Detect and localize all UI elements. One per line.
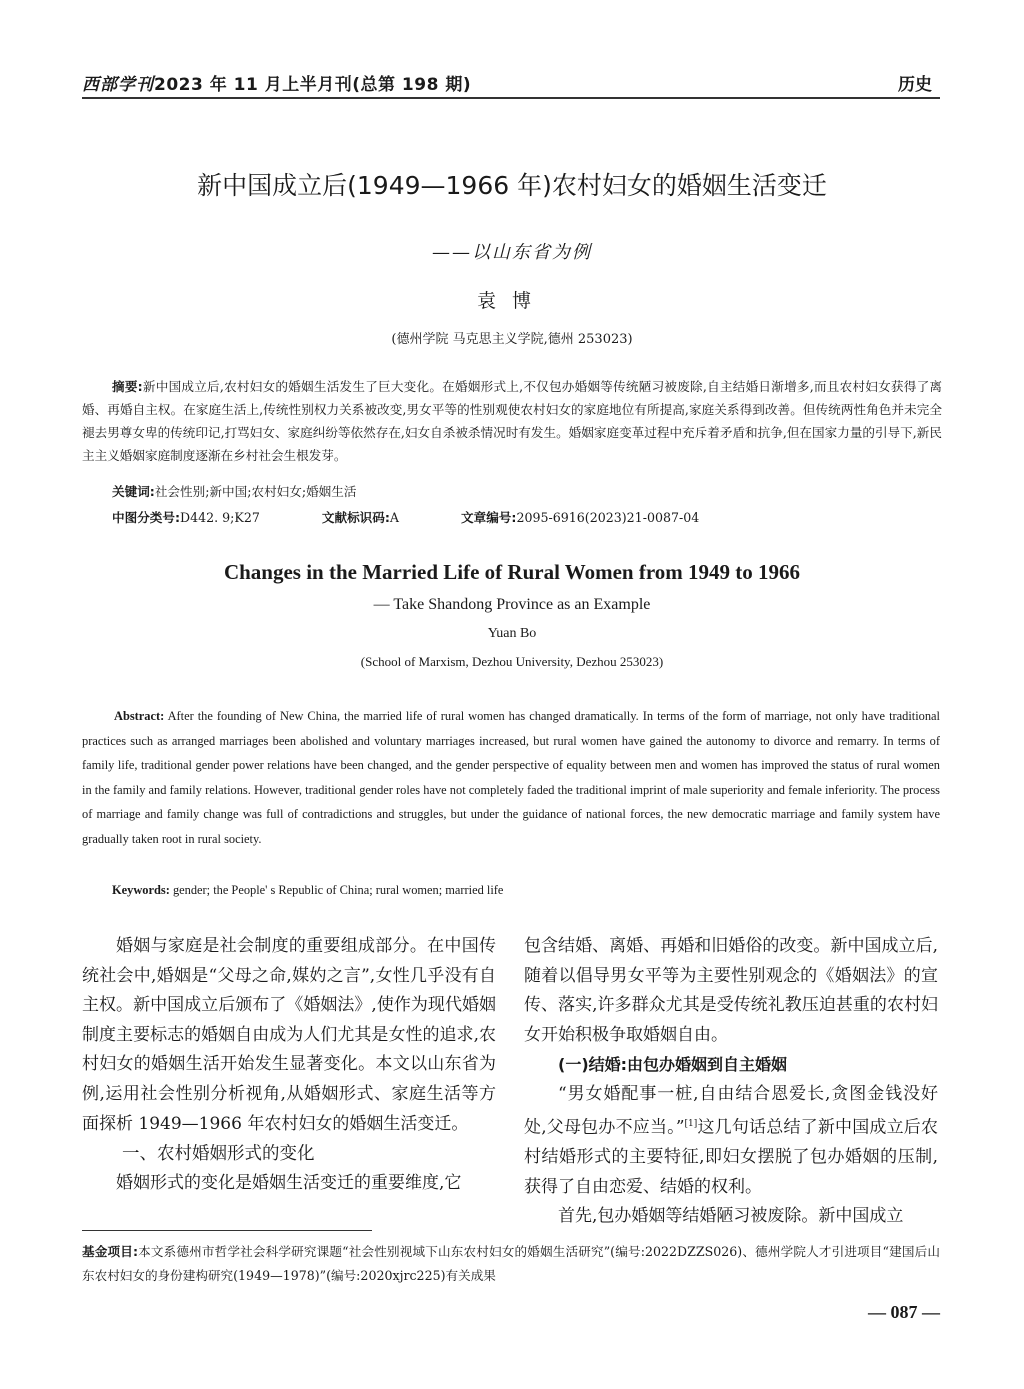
citation-ref[interactable]: [1] <box>684 1118 698 1129</box>
author-name: 袁博 <box>476 290 547 312</box>
english-affiliation: (School of Marxism, Dezhou University, Dezhou 253023) <box>360 654 664 669</box>
page-number: — 087 — <box>868 1302 940 1322</box>
body-column-right <box>524 932 938 1232</box>
paper-title: 新中国成立后(1949—1966 年)农村妇女的婚姻生活变迁 <box>197 171 827 200</box>
keywords-en-text: gender; the People' s Republic of China; rural women; married life <box>172 883 504 897</box>
doc-code-label: 文献标识码: <box>321 510 390 525</box>
keywords-cn-text: 社会性别;新中国;农村妇女;婚姻生活 <box>154 484 357 499</box>
journal-logo: 西部学刊 <box>82 75 154 95</box>
classification-line <box>112 507 912 526</box>
subsection-heading: (一)结婚:由包办婚姻到自主婚姻 <box>558 1055 788 1075</box>
clc-value: D442. 9;K27 <box>180 510 260 525</box>
keywords-en <box>112 883 503 898</box>
abstract-cn-text: 新中国成立后,农村妇女的婚姻生活发生了巨大变化。在婚姻形式上,不仅包办婚姻等传统陋习被废除,自主结婚日渐增多,而且农村妇女获得了离婚、再婚自主权。在家庭生活上,传统性别权力关系被改变,男女平等的性别观使农村妇女的家庭地位有所提高,家庭关系得到改善。但传统两性角色并未完全褪去男尊女卑的传统印记,打骂妇女、家庭纠纷等依然存在,妇女自杀被杀情况时有发生。婚姻家庭变革过程中充斥着矛盾和抗争,但在国家力量的引导下,新民主主义婚姻家庭制度逐渐在乡村社会生根发芽。 <box>82 379 942 463</box>
funding-footnote <box>82 1240 940 1288</box>
abstract-en <box>82 704 940 851</box>
article-no-value: 2095-6916(2023)21-0087-04 <box>516 510 700 525</box>
body-column-left <box>82 932 496 1199</box>
body-paragraph: 包含结婚、离婚、再婚和旧婚俗的改变。新中国成立后,随着以倡导男女平等为主要性别观念的《婚姻法》的宣传、落实,许多群众尤其是受传统礼教压迫甚重的农村妇女开始积极争取婚姻自由。 <box>524 936 938 1045</box>
body-paragraph <box>524 1080 938 1202</box>
english-title: Changes in the Married Life of Rural Women from 1949 to 1966 <box>223 560 801 584</box>
abstract-en-text: After the founding of New China, the married life of rural women has changed dramatically. In terms of the form of marriage, not only have traditional practices such as arranged marriages been abolished and voluntary marriages increased, but rural women have gained the autonomy to divorce and remarry. In terms of family life, traditional gender power relations have been changed, and the gender perspective of equality between men and women has improved the status of rural women in the family and family relations. However, traditional gender roles have not completely faded the traditional imprint of male superiority and female inferiority. The process of marriage and family change was full of contradictions and struggles, but under the guidance of national forces, the new democratic marriage and family system have gradually taken root in rural society. <box>82 709 940 846</box>
author-affiliation: (德州学院 马克思主义学院,德州 253023) <box>391 332 633 347</box>
body-paragraph: 婚姻形式的变化是婚姻生活变迁的重要维度,它 <box>116 1173 462 1194</box>
section-label: 历史 <box>898 75 932 95</box>
body-paragraph: 婚姻与家庭是社会制度的重要组成部分。在中国传统社会中,婚姻是“父母之命,媒妁之言”,女性几乎没有自主权。新中国成立后颁布了《婚姻法》,使作为现代婚姻制度主要标志的婚姻自由成为人们尤其是女性的追求,农村妇女的婚姻生活开始发生显著变化。本文以山东省为例,运用社会性别分析视角,从婚姻形式、家庭生活等方面探析 1949—1966 年农村妇女的婚姻生活变迁。 <box>82 936 496 1134</box>
keywords-cn-label: 关键词: <box>112 484 155 499</box>
body-paragraph: 首先,包办婚姻等结婚陋习被废除。新中国成立 <box>558 1206 904 1227</box>
keywords-en-label: Keywords: <box>112 883 170 897</box>
article-no-label: 文章编号: <box>461 510 517 525</box>
section-heading: 一、农村婚姻形式的变化 <box>122 1144 315 1165</box>
clc-label: 中图分类号: <box>112 510 181 525</box>
english-author: Yuan Bo <box>487 626 537 641</box>
abstract-cn <box>82 375 942 467</box>
footnote-label: 基金项目: <box>82 1244 139 1259</box>
quote-text: “男女婚配事一桩,自由结合恩爱长,贪图金钱没好处,父母包办不应当。” <box>524 1084 938 1138</box>
issue-info: 2023 年 11 月上半月刊(总第 198 期) <box>154 75 472 95</box>
paper-subtitle: ——以山东省为例 <box>432 242 592 263</box>
quote-followup: 这几句话总结了新中国成立后农村结婚形式的主要特征,即妇女摆脱了包办婚姻的压制,获得了自由恋爱、结婚的权利。 <box>524 1117 938 1197</box>
keywords-cn <box>112 481 356 500</box>
abstract-cn-label: 摘要: <box>112 379 143 394</box>
header-divider <box>82 97 940 99</box>
footnote-text: 本文系德州市哲学社会科学研究课题“社会性别视域下山东农村妇女的婚姻生活研究”(编号:2022DZZS026)、德州学院人才引进项目“建国后山东农村妇女的身份建构研究(1949—1978)”(编号:2020xjrc225)有关成果 <box>82 1244 940 1283</box>
english-subtitle: — Take Shandong Province as an Example <box>373 596 651 613</box>
footnote-divider <box>82 1230 372 1231</box>
journal-header <box>82 70 471 95</box>
abstract-en-label: Abstract: <box>114 709 165 723</box>
doc-code-value: A <box>389 510 399 525</box>
